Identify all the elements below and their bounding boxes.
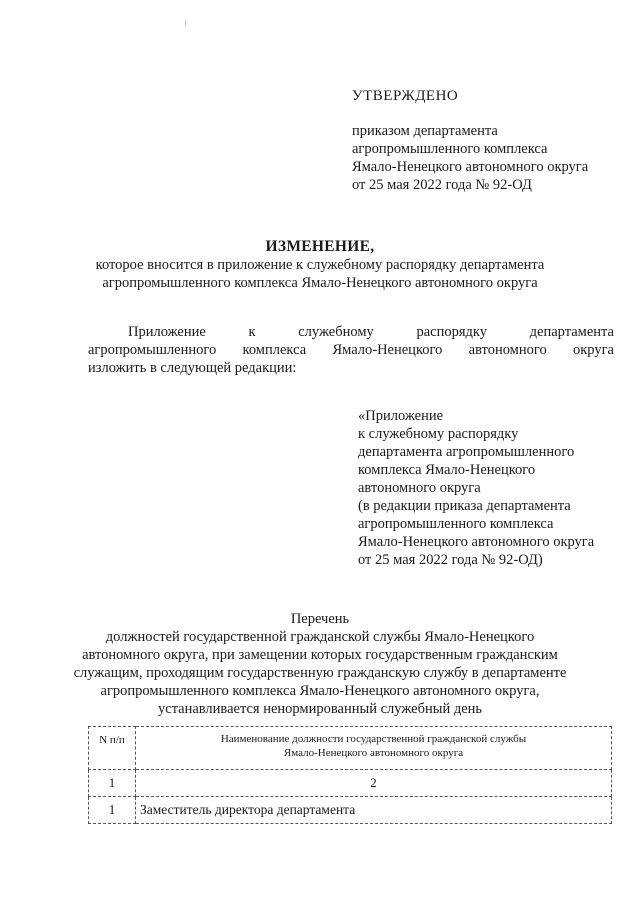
paragraph-line: Приложение к служебному распорядку департамента — [128, 324, 614, 340]
appendix-block — [358, 407, 594, 569]
approval-line: от 25 мая 2022 года № 92-ОД — [352, 177, 532, 193]
list-line: агропромышленного комплекса Ямало-Ненецкого автономного округа, — [100, 683, 540, 699]
approval-heading: УТВЕРЖДЕНО — [352, 88, 459, 104]
appendix-line: «Приложение — [358, 408, 444, 424]
index-cell: 1 — [89, 770, 136, 797]
list-heading-block — [0, 610, 640, 718]
subtitle-line: которое вносится в приложение к служебному распорядку департамента — [95, 257, 545, 273]
approval-block — [352, 122, 588, 194]
list-title: Перечень — [290, 611, 350, 627]
document-title: ИЗМЕНЕНИЕ, — [265, 238, 375, 255]
row-position-name: Заместитель директора департамента — [136, 797, 612, 824]
appendix-line: агропромышленного комплекса — [358, 516, 554, 532]
approval-line: Ямало-Ненецкого автономного округа — [352, 159, 589, 175]
positions-table — [88, 726, 612, 824]
appendix-line: комплекса Ямало-Ненецкого — [358, 462, 536, 478]
approval-line: агропромышленного комплекса — [352, 141, 548, 157]
paragraph-line: агропромышленного комплекса Ямало-Ненецкого автономного округа — [88, 342, 614, 358]
document-subtitle — [0, 256, 640, 292]
header-name-line: Наименование должности государственной гражданской службы — [220, 733, 527, 745]
header-name-line: Ямало-Ненецкого автономного округа — [283, 747, 464, 759]
index-cell: 2 — [136, 770, 612, 797]
approval-line: приказом департамента — [352, 123, 498, 139]
table-index-row — [89, 770, 612, 797]
paragraph-line: изложить в следующей редакции: — [88, 360, 297, 376]
header-name — [136, 727, 612, 770]
list-line: устанавливается ненормированный служебный день — [157, 701, 483, 717]
row-number: 1 — [89, 797, 136, 824]
table-row — [89, 797, 612, 824]
list-line: автономного округа, при замещении которых государственным гражданским — [82, 647, 558, 663]
list-line: должностей государственной гражданской службы Ямало-Ненецкого — [105, 629, 535, 645]
appendix-line: к служебному распорядку — [358, 426, 519, 442]
table-header-row — [89, 727, 612, 770]
subtitle-line: агропромышленного комплекса Ямало-Ненецкого автономного округа — [102, 275, 538, 291]
appendix-line: департамента агропромышленного — [358, 444, 575, 460]
scan-mark — [185, 20, 186, 26]
appendix-line: автономного округа — [358, 480, 481, 496]
appendix-line: от 25 мая 2022 года № 92-ОД) — [358, 552, 543, 568]
header-number: N п/п — [89, 727, 136, 770]
appendix-line: (в редакции приказа департамента — [358, 498, 571, 514]
list-line: служащим, проходящим государственную гражданскую службу в департаменте — [73, 665, 567, 681]
appendix-line: Ямало-Ненецкого автономного округа — [358, 534, 595, 550]
body-paragraph — [88, 323, 614, 377]
